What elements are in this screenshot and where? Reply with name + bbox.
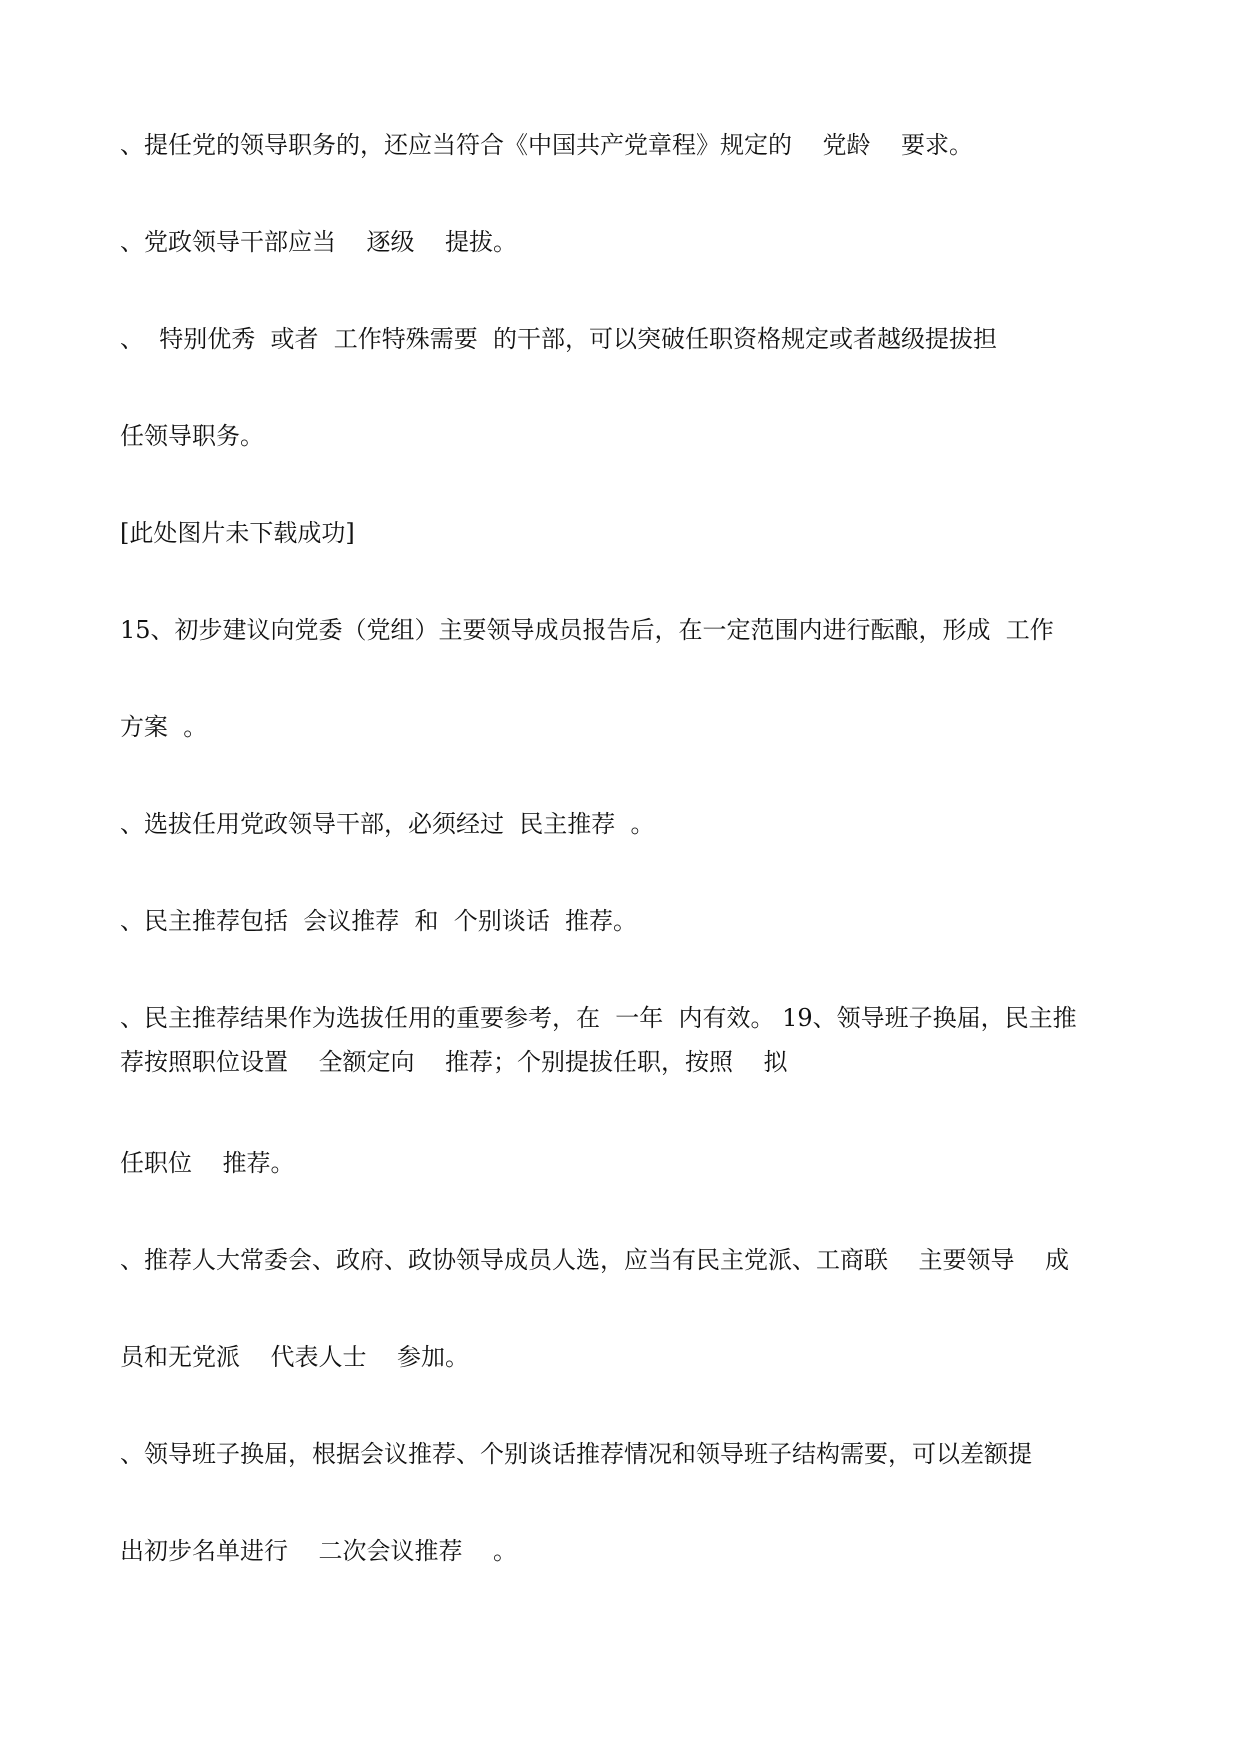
text-line-4: 任领导职务。 — [120, 422, 264, 450]
text-line-2: 、党政领导干部应当 逐级 提拔。 — [120, 228, 518, 256]
text-line-14: 员和无党派 代表人士 参加。 — [120, 1343, 470, 1371]
text-line-6: 15、初步建议向党委（党组）主要领导成员报告后，在一定范围内进行酝酿，形成 工作 — [120, 616, 1054, 644]
text-line-8: 、选拔任用党政领导干部，必须经过 民主推荐 。 — [120, 810, 655, 838]
text-line-10: 、民主推荐结果作为选拔任用的重要参考，在 一年 内有效。 19、领导班子换届，民主推 — [120, 1004, 1077, 1032]
text-line-12: 任职位 推荐。 — [120, 1149, 295, 1177]
text-line-9: 、民主推荐包括 会议推荐 和 个别谈话 推荐。 — [120, 907, 638, 935]
text-line-7: 方案 。 — [120, 713, 208, 741]
text-line-1: 、提任党的领导职务的，还应当符合《中国共产党章程》规定的 党龄 要求。 — [120, 131, 974, 159]
text-line-11: 荐按照职位设置 全额定向 推荐；个别提拔任职，按照 拟 — [120, 1048, 788, 1076]
text-line-16: 出初步名单进行 二次会议推荐 。 — [120, 1537, 518, 1565]
text-line-3: 、 特别优秀 或者 工作特殊需要 的干部，可以突破任职资格规定或者越级提拔担 — [120, 325, 998, 353]
image-missing-placeholder: [此处图片未下载成功] — [120, 519, 355, 547]
text-line-15: 、领导班子换届，根据会议推荐、个别谈话推荐情况和领导班子结构需要，可以差额提 — [120, 1440, 1032, 1468]
text-line-13: 、推荐人大常委会、政府、政协领导成员人选，应当有民主党派、工商联 主要领导 成 — [120, 1246, 1070, 1274]
